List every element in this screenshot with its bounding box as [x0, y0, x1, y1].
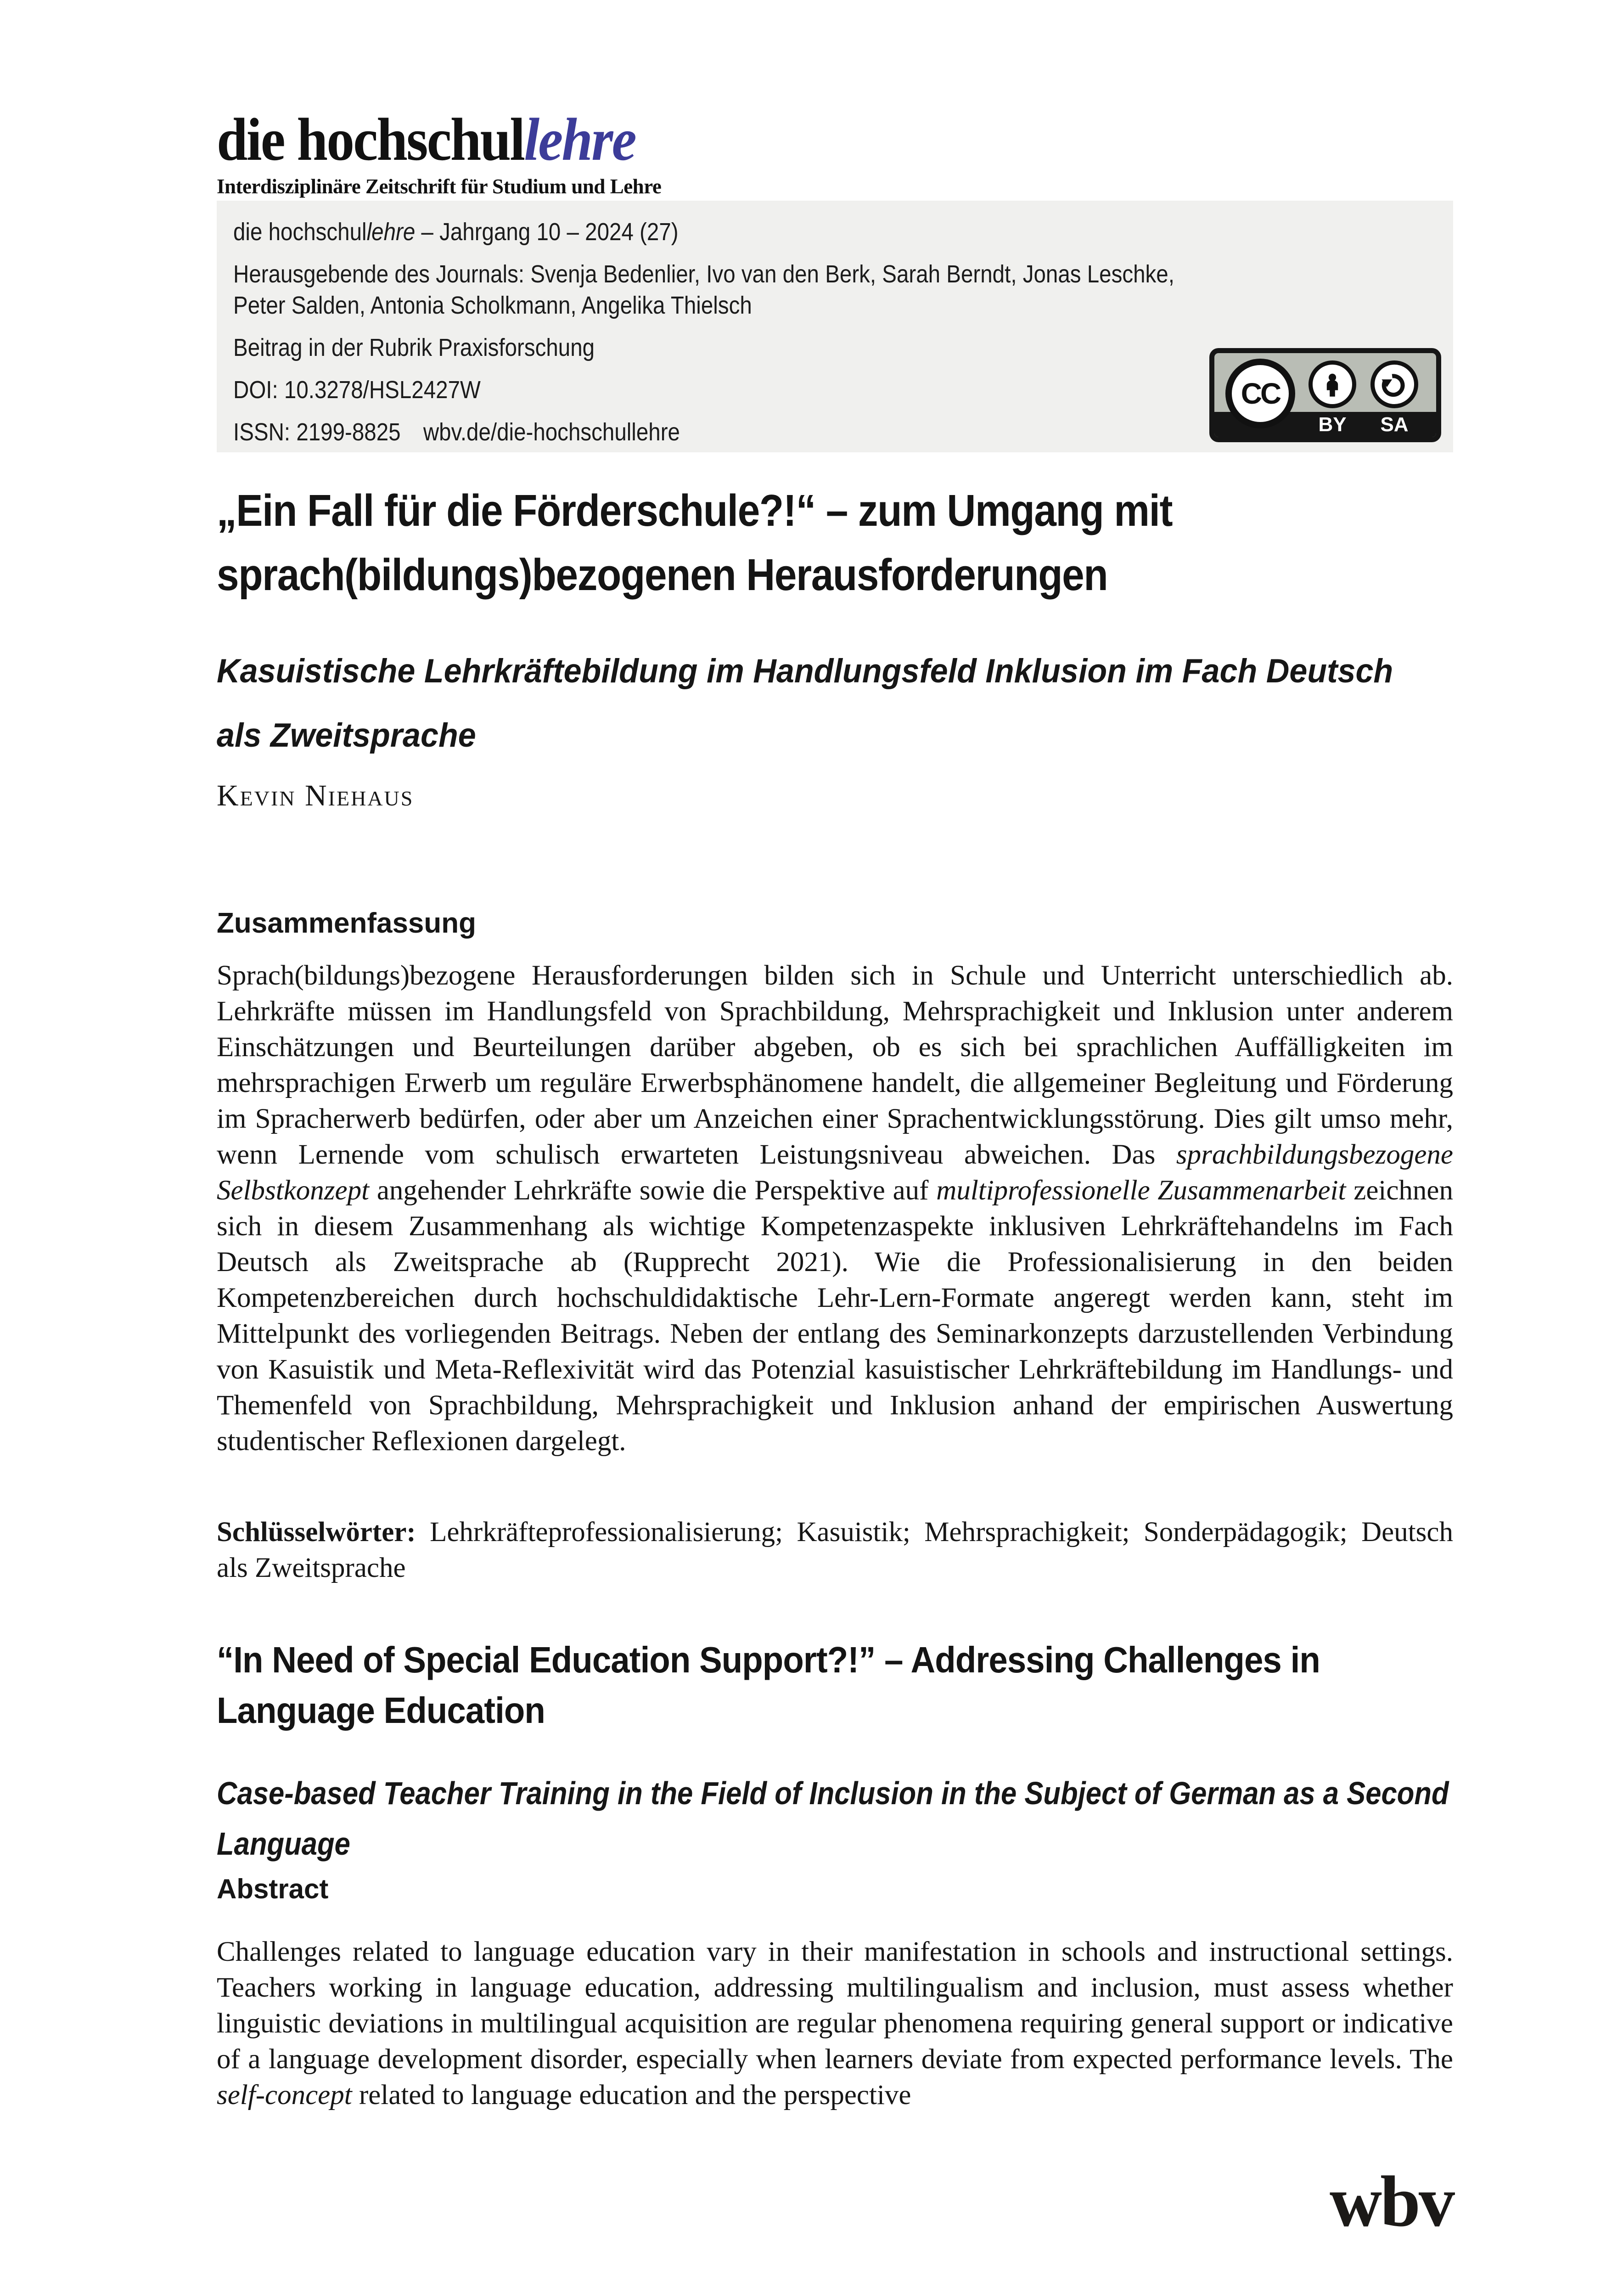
- article-title-en: [217, 1635, 1453, 1736]
- doi-line: DOI: 10.3278/HSL2427W: [233, 376, 481, 404]
- journal-url-link[interactable]: wbv.de/die-hochschullehre: [423, 418, 680, 446]
- article-subtitle-de: [217, 639, 1453, 768]
- editors-line-1: Herausgebende des Journals: Svenja Bedenlier, Ivo van den Berk, Sarah Berndt, Jonas Leschke,: [233, 260, 1174, 288]
- issn-label: ISSN: 2199-8825: [233, 418, 401, 446]
- journal-issue-line: die hochschullehre – Jahrgang 10 – 2024 (27): [233, 218, 679, 246]
- cc-icon: [1225, 359, 1295, 428]
- article-title-de-line2: sprach(bildungs)bezogenen Herausforderungen: [217, 550, 1108, 600]
- editors-line-2: Peter Salden, Antonia Scholkmann, Angelika Thielsch: [233, 292, 752, 319]
- article-subtitle-de-line2: als Zweitsprache: [217, 717, 476, 754]
- abstract-de-paragraph: Sprach(bildungs)bezogene Herausforderungen bilden sich in Schule und Unterricht unterschiedlich ab. Lehrkräfte müssen im Handlungsfeld von Sprachbildung, Mehrsprachigkeit und Inklusion unter anderem Einschätzungen und Beurteilungen darüber abgeben, ob es sich bei sprachlichen Auffälligkeiten im mehrsprachigen Erwerb um reguläre Erwerbsphänomene handelt, die allgemeiner Begleitung und Förderung im Spracherwerb bedürfen, oder aber um Anzeichen einer Sprachentwicklungsstörung. Dies gilt umso mehr, wenn Lernende vom schulisch erwarteten Leistungsniveau abweichen. Das sprachbildungsbezogene Selbstkonzept angehender Lehrkräfte sowie die Perspektive auf multiprofessionelle Zusammenarbeit zeichnen sich in diesem Zusammenhang als wichtige Kompetenzaspekte inklusiven Lehrkräftehandelns im Fach Deutsch als Zweitsprache ab (Rupprecht 2021). Wie die Professionalisierung in den beiden Kompetenzbereichen durch hochschuldidaktische Lehr-Lern-Formate angeregt werden kann, steht im Mittelpunkt des vorliegenden Beitrags. Neben der entlang des Seminarkonzepts darzustellenden Verbindung von Kasuistik und Meta-Reflexivität wird das Potenzial kasuistischer Lehrkräftebildung im Handlungs- und Themenfeld von Sprachbildung, Mehrsprachigkeit und Inklusion anhand der empirischen Auswertung studentischer Reflexionen dargelegt.: [217, 960, 1454, 1457]
- cc-icon-label: CC: [1241, 377, 1280, 410]
- article-title-en-line1: “In Need of Special Education Support?!” – Addressing Challenges in: [217, 1639, 1320, 1680]
- article-subtitle-en: [217, 1768, 1453, 1869]
- abstract-en-paragraph: Challenges related to language education vary in their manifestation in schools and instructional settings. Teachers working in language education, addressing multilingualism and inclusion, must assess whether linguistic deviations in multilingual acquisition are regular phenomena requiring general support or indicative of a language development disorder, especially when learners deviate from expected performance levels. The self-concept related to language education and the perspective: [217, 1936, 1453, 2110]
- cc-license-badge[interactable]: [1209, 348, 1441, 442]
- sa-label: SA: [1380, 413, 1409, 436]
- section-heading-abstract: Abstract: [217, 1874, 329, 1904]
- rubric-line: Beitrag in der Rubrik Praxisforschung: [233, 334, 595, 361]
- article-subtitle-en-line1: Case-based Teacher Training in the Field of Inclusion in the Subject of German as a Second: [217, 1775, 1449, 1811]
- article-subtitle-en-line2: Language: [217, 1826, 350, 1862]
- share-alike-icon: [1370, 360, 1418, 408]
- by-label: BY: [1318, 413, 1347, 436]
- journal-masthead: [217, 106, 1453, 198]
- attribution-person-icon: [1309, 360, 1356, 408]
- journal-tagline: Interdisziplinäre Zeitschrift für Studium und Lehre: [217, 175, 662, 198]
- journal-logo: die hochschullehre: [217, 106, 635, 173]
- section-heading-zusammenfassung: Zusammenfassung: [217, 907, 477, 939]
- issn-line: [233, 416, 1291, 448]
- publisher-logo-wbv: wbv: [1330, 2161, 1453, 2242]
- author-name: Kevin Niehaus: [217, 779, 414, 812]
- article-title-en-line2: Language Education: [217, 1690, 545, 1731]
- article-title-de-line1: „Ein Fall für die Förderschule?!“ – zum Umgang mit: [217, 485, 1173, 535]
- article-title-de: [217, 478, 1453, 607]
- issue-metadata-box: [217, 201, 1453, 452]
- keywords-paragraph: Schlüsselwörter: Lehrkräfteprofessionalisierung; Kasuistik; Mehrsprachigkeit; Sonderpädagogik; Deutsch als Zweitsprache: [217, 1517, 1453, 1583]
- article-subtitle-de-line1: Kasuistische Lehrkräftebildung im Handlungsfeld Inklusion im Fach Deutsch: [217, 653, 1393, 690]
